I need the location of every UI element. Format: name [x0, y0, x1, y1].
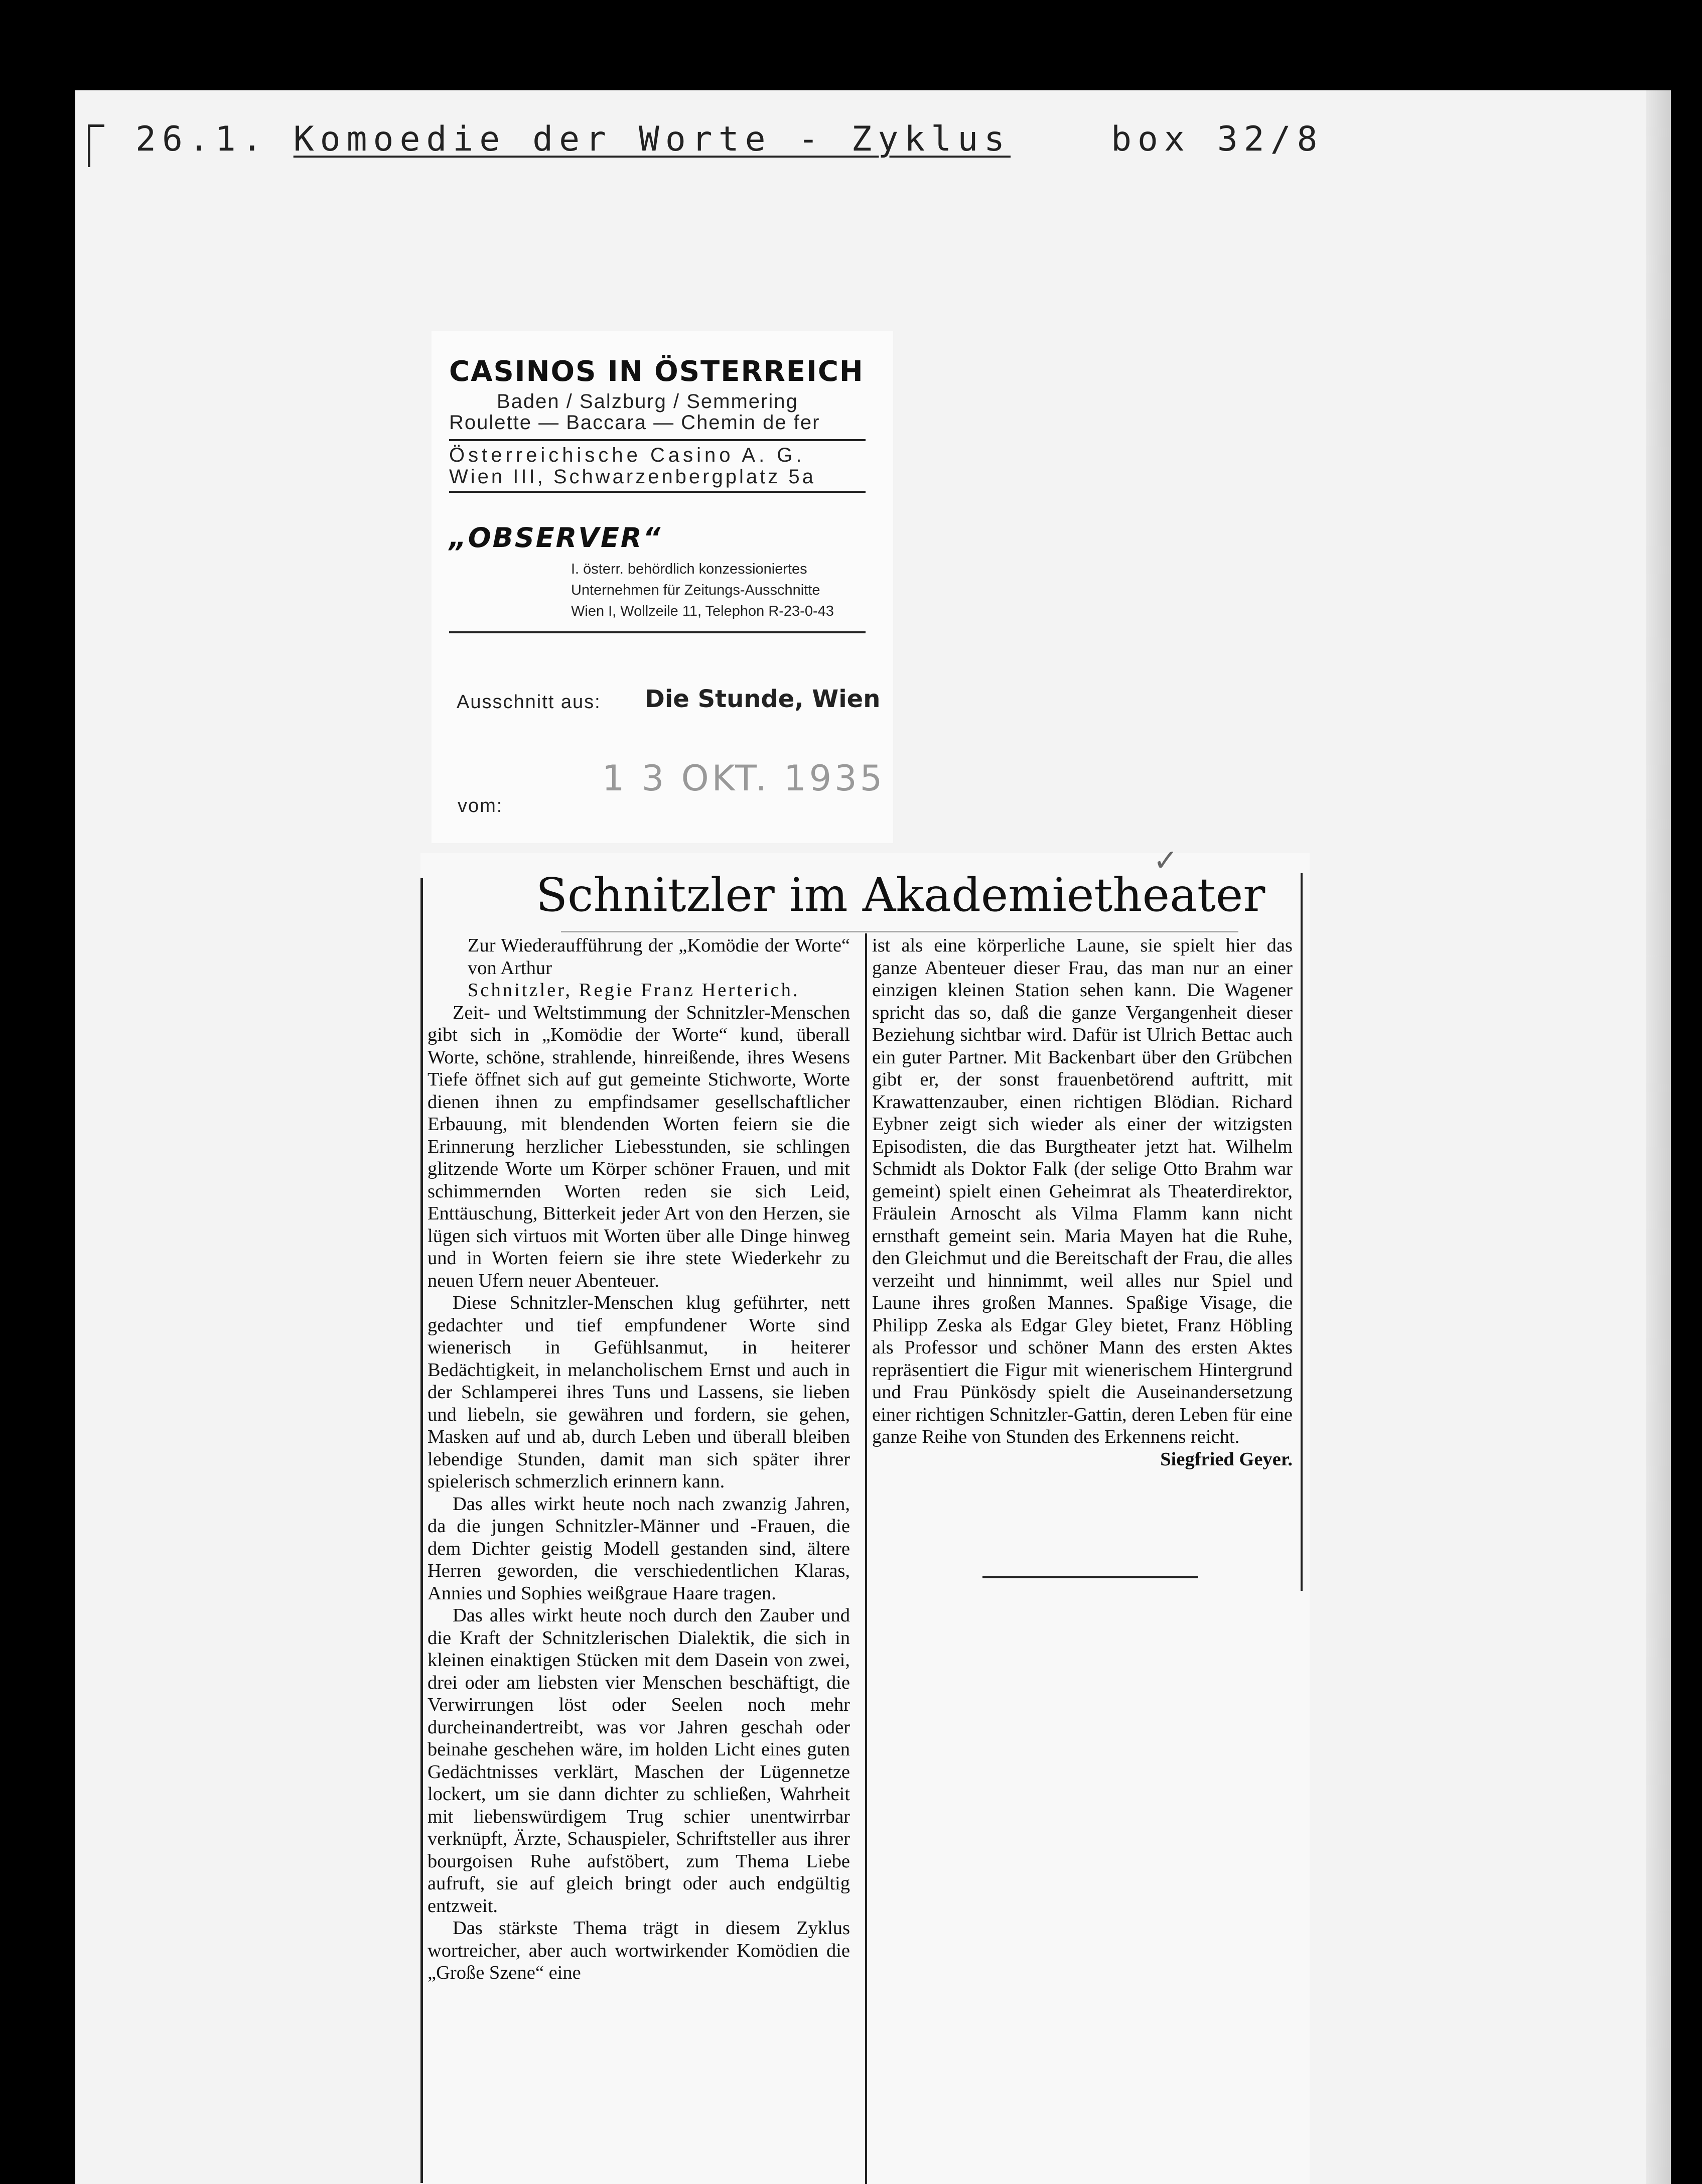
- header-ref: 26.1.: [135, 119, 268, 159]
- ad-address: Wien III, Schwarzenbergplatz 5a: [449, 466, 816, 488]
- corner-mark: [88, 124, 104, 167]
- observer-divider: [449, 631, 866, 633]
- ad-divider-bottom: [449, 491, 866, 493]
- article-paragraph: Zeit- und Weltstimmung der Schnitzler-Menschen gibt sich in „Komödie der Worte“ kund, überall Worte, schöne, strahlende, hinreißende, ihres Wesens Tiefe öffnet sich auf gut gemeinte Stichworte, Worte dienen ihnen zu empfindsamer gesellschaftlicher Erbauung, mit blendenden Worten feiern sie die Erinnerung herzlicher Liebesstunden, sie schlingen glitzende Worte um Körper schöner Frauen, und mit schimmernden Worten reden sie sich Leid, Enttäuschung, Bitterkeit jeder Art von den Herzen, sie lügen sich virtuos mit Worten über alle Dinge hinweg und in Worten feiern sie ihre stete Wiederkehr zu neuen Ufern neuer Abenteuer.: [428, 1002, 850, 1291]
- observer-slip: [432, 331, 893, 843]
- date-label: vom:: [458, 795, 503, 816]
- article-intro-b: Schnitzler, Regie Franz Herterich.: [468, 980, 800, 1001]
- observer-sub-1: I. österr. behördlich konzessioniertes: [571, 561, 807, 577]
- column-divider: [865, 933, 867, 2184]
- sheet-edge: [1646, 90, 1671, 2184]
- ad-divider: [449, 439, 866, 441]
- article-headline: Schnitzler im Akademietheater: [536, 868, 1265, 922]
- check-mark-icon: ✓: [1153, 843, 1179, 878]
- article-column-left: [428, 934, 850, 1984]
- article-signature: Siegfried Geyer.: [1160, 1448, 1293, 1470]
- ad-locations: Baden / Salzburg / Semmering: [497, 390, 798, 413]
- header-title: Komoedie der Worte - Zyklus: [293, 119, 1011, 159]
- article-paragraph: Diese Schnitzler-Menschen klug geführter, nett gedachter und tief empfundener Worte sind wienerisch in Gefühlsanmut, in heiterer Bedächtigkeit, in melancholischem Ernst und auch in der Schlamperei ihres Tuns und Lassens, sie lieben und liebeln, sie gewähren und fordern, sie gehen, Masken auf und ab, durch Leben und überall bleiben lebendige Stunden, damit man sich später ihrer spielerisch schmerzlich erinnern kann.: [428, 1292, 850, 1492]
- article-intro-a: Zur Wiederaufführung der „Komödie der Worte“ von Arthur: [468, 935, 850, 979]
- observer-sub-3: Wien I, Wollzeile 11, Telephon R-23-0-43: [571, 603, 834, 619]
- archive-header: [135, 119, 1324, 159]
- header-box: box 32/8: [1111, 119, 1324, 159]
- headline-rule: [561, 931, 1238, 932]
- article-paragraph: Das alles wirkt heute noch nach zwanzig Jahren, da die jungen Schnitzler-Männer und -Frauen, die dem Dichter geistig Modell gestanden sind, ältere Herren geworden, die verschiedentlichen Klaras, Annies und Sophies weißgraue Haare tragen.: [428, 1493, 850, 1604]
- observer-title: „OBSERVER“: [449, 522, 662, 554]
- ad-title: CASINOS IN ÖSTERREICH: [449, 355, 864, 388]
- clipping-from-stamp: Die Stunde, Wien: [645, 685, 881, 713]
- date-stamp: 1 3 OKT. 1935: [602, 758, 886, 799]
- signature-rule: [982, 1576, 1198, 1578]
- observer-sub-2: Unternehmen für Zeitungs-Ausschnitte: [571, 582, 820, 598]
- clipping-right-border: [1301, 873, 1303, 1591]
- article-paragraph: ist als eine körperliche Laune, sie spielt hier das ganze Abenteuer dieser Frau, das man nur an einer einzigen kleinen Station sehen kann. Die Wagener spricht das so, daß die ganze Vergangenheit dieser Beziehung sichtbar wird. Dafür ist Ulrich Bettac auch ein guter Partner. Mit Backenbart über den Grübchen gibt er, der sonst frauenbetörend auftritt, mit Krawattenzauber, einen richtigen Blödian. Richard Eybner zeigt sich wieder als einer der witzigsten Episodisten, die das Burgtheater jetzt hat. Wilhelm Schmidt als Doktor Falk (der selige Otto Brahm war gemeint) spielt einen Geheimrat als Theaterdirektor, Fräulein Arnoscht als Vilma Flamm kann nicht ernsthaft gemeint sein. Maria Mayen hat die Ruhe, den Gleichmut und die Bereitschaft der Frau, die alles verzeiht und hinnimmt, weil alles nur Spiel und Laune ihres großen Mannes. Spaßige Visage, die Philipp Zeska als Edgar Gley bietet, Franz Höbling als Professor und schöner Mann des ersten Aktes repräsentiert die Figur mit wienerischem Hintergrund und Frau Pünkösdy spielt die Auseinandersetzung einer richtigen Schnitzler-Gattin, deren Leben für eine ganze Reihe von Stunden des Erkennens reicht.: [872, 935, 1293, 1447]
- ad-company: Österreichische Casino A. G.: [449, 444, 805, 466]
- article-paragraph: Das alles wirkt heute noch durch den Zauber und die Kraft der Schnitzlerischen Dialektik, die sich in kleinen einaktigen Stücken mit dem Dasein von zwei, drei oder am liebsten vier Menschen beschäftigt, die Verwirrungen löst oder Seelen noch mehr durcheinandertreibt, was vor Jahren geschah oder beinahe geschehen wäre, im holden Licht eines guten Gedächtnisses verklärt, Maschen der Lügennetze lockert, um sie dann dichter zu schließen, Wahrheit mit liebenswürdigem Trug schier unentwirrbar verknüpft, Ärzte, Schauspieler, Schriftsteller aus ihrer bourgoisen Ruhe aufstöbert, zum Thema Liebe aufruft, sie auf gleich bringt oder auch endgültig entzweit.: [428, 1605, 850, 1917]
- article-paragraph: Das stärkste Thema trägt in diesem Zyklus wortreicher, aber auch wortwirkender Komödien die „Große Szene“ eine: [428, 1918, 850, 1983]
- article-column-right: [872, 934, 1293, 1470]
- clipping-left-border: [420, 878, 423, 2183]
- ad-games: Roulette — Baccara — Chemin de fer: [449, 412, 820, 434]
- newspaper-clipping: [420, 843, 1310, 2184]
- clipping-from-label: Ausschnitt aus:: [457, 692, 601, 713]
